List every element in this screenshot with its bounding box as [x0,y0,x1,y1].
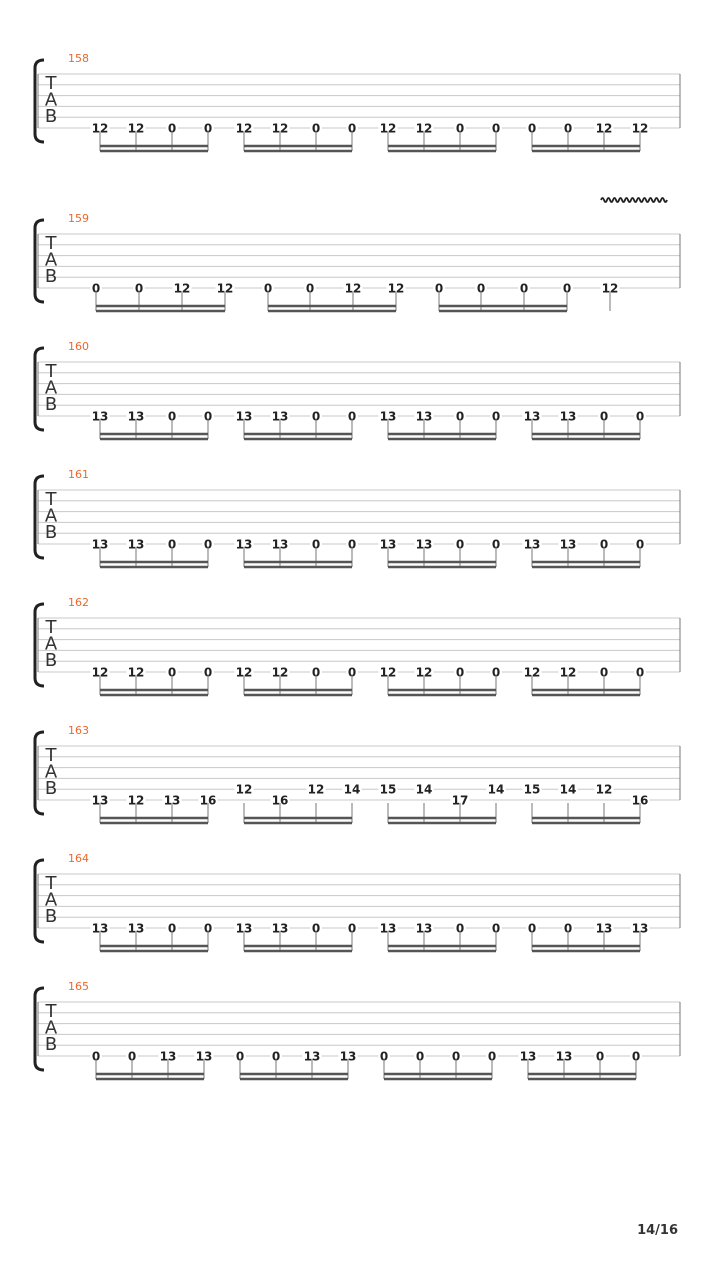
fret-number: 13 [91,537,109,552]
fret-number: 0 [203,537,213,552]
tab-clef-letter: B [44,778,58,799]
fret-number: 0 [491,665,501,680]
fret-number: 0 [263,281,273,296]
fret-number: 0 [347,121,357,136]
fret-number: 12 [173,281,191,296]
fret-number: 12 [271,121,289,136]
measure-number: 158 [68,52,89,65]
fret-number: 0 [167,921,177,936]
fret-number: 12 [127,793,145,808]
system-bracket [35,732,44,814]
system-bracket [35,604,44,686]
fret-number: 0 [455,921,465,936]
fret-number: 13 [631,921,649,936]
fret-number: 13 [379,409,397,424]
tab-clef-letter: A [44,249,58,271]
measure-number: 163 [68,724,89,737]
fret-number: 0 [415,1049,425,1064]
fret-number: 0 [595,1049,605,1064]
fret-number: 13 [91,921,109,936]
tab-clef-letter: B [44,106,58,127]
system-bracket [35,348,44,430]
fret-number: 13 [127,409,145,424]
fret-number: 13 [523,409,541,424]
fret-number: 13 [595,921,613,936]
tab-clef-letter: B [44,266,58,287]
tab-clef-letter: B [44,650,58,671]
tab-clef-letter: A [44,505,58,527]
tab-clef-letter: B [44,1034,58,1055]
fret-number: 0 [167,537,177,552]
fret-number: 16 [631,793,649,808]
tab-clef-letter: A [44,633,58,655]
fret-number: 0 [167,665,177,680]
tab-clef-letter: T [45,873,57,894]
measure-number: 162 [68,596,89,609]
fret-number: 13 [303,1049,321,1064]
fret-number: 13 [559,537,577,552]
fret-number: 13 [379,921,397,936]
fret-number: 12 [216,281,234,296]
fret-number: 13 [127,537,145,552]
fret-number: 13 [271,921,289,936]
fret-number: 0 [635,665,645,680]
fret-number: 0 [134,281,144,296]
fret-number: 0 [305,281,315,296]
tab-clef-letter: T [45,73,57,94]
fret-number: 0 [451,1049,461,1064]
tab-clef-letter: B [44,522,58,543]
fret-number: 13 [271,537,289,552]
fret-number: 14 [415,782,433,797]
fret-number: 0 [311,665,321,680]
fret-number: 14 [559,782,577,797]
fret-number: 13 [91,409,109,424]
fret-number: 0 [491,921,501,936]
tab-clef-letter: A [44,889,58,911]
fret-number: 0 [203,921,213,936]
fret-number: 13 [127,921,145,936]
fret-number: 0 [527,921,537,936]
fret-number: 0 [563,121,573,136]
fret-number: 12 [127,121,145,136]
fret-number: 0 [311,121,321,136]
fret-number: 16 [199,793,217,808]
fret-number: 0 [91,1049,101,1064]
tab-clef-letter: T [45,489,57,510]
system-bracket [35,476,44,558]
fret-number: 12 [91,121,109,136]
fret-number: 0 [203,409,213,424]
fret-number: 12 [415,665,433,680]
fret-number: 0 [91,281,101,296]
tab-clef-letter: T [45,361,57,382]
fret-number: 0 [434,281,444,296]
tab-clef-letter: B [44,394,58,415]
fret-number: 13 [235,537,253,552]
fret-number: 0 [203,121,213,136]
fret-number: 13 [555,1049,573,1064]
fret-number: 0 [379,1049,389,1064]
measure-number: 161 [68,468,89,481]
fret-number: 0 [347,921,357,936]
tab-clef-letter: A [44,761,58,783]
fret-number: 13 [159,1049,177,1064]
fret-number: 13 [559,409,577,424]
fret-number: 0 [491,409,501,424]
fret-number: 13 [415,409,433,424]
system-bracket [35,860,44,942]
fret-number: 0 [455,665,465,680]
fret-number: 0 [635,537,645,552]
fret-number: 0 [635,409,645,424]
tab-clef-letter: T [45,617,57,638]
fret-number: 12 [523,665,541,680]
fret-number: 13 [271,409,289,424]
fret-number: 0 [455,121,465,136]
fret-number: 12 [235,121,253,136]
page-indicator: 14/16 [637,1223,678,1238]
fret-number: 17 [451,793,469,808]
fret-number: 0 [347,409,357,424]
tab-clef-letter: T [45,233,57,254]
fret-number: 0 [203,665,213,680]
fret-number: 0 [599,665,609,680]
tab-clef-letter: A [44,377,58,399]
fret-number: 0 [311,921,321,936]
fret-number: 12 [127,665,145,680]
fret-number: 12 [307,782,325,797]
fret-number: 0 [476,281,486,296]
fret-number: 12 [235,782,253,797]
fret-number: 13 [163,793,181,808]
fret-number: 0 [599,537,609,552]
fret-number: 0 [527,121,537,136]
fret-number: 13 [339,1049,357,1064]
fret-number: 15 [379,782,397,797]
fret-number: 14 [343,782,361,797]
fret-number: 0 [167,121,177,136]
fret-number: 13 [523,537,541,552]
fret-number: 12 [595,782,613,797]
system-bracket [35,988,44,1070]
fret-number: 0 [487,1049,497,1064]
fret-number: 0 [347,665,357,680]
fret-number: 0 [631,1049,641,1064]
fret-number: 13 [235,409,253,424]
measure-number: 160 [68,340,89,353]
fret-number: 12 [415,121,433,136]
fret-number: 13 [415,537,433,552]
fret-number: 12 [235,665,253,680]
fret-number: 0 [562,281,572,296]
tab-clef-letter: A [44,89,58,111]
fret-number: 0 [311,537,321,552]
fret-number: 0 [271,1049,281,1064]
vibrato-marker [601,198,667,202]
measure-number: 165 [68,980,89,993]
fret-number: 13 [519,1049,537,1064]
fret-number: 0 [455,537,465,552]
measure-number: 164 [68,852,89,865]
measure-number: 159 [68,212,89,225]
fret-number: 0 [167,409,177,424]
fret-number: 16 [271,793,289,808]
fret-number: 0 [311,409,321,424]
system-bracket [35,220,44,302]
fret-number: 0 [519,281,529,296]
fret-number: 0 [491,121,501,136]
tab-clef-letter: T [45,745,57,766]
fret-number: 12 [379,121,397,136]
fret-number: 13 [235,921,253,936]
fret-number: 12 [344,281,362,296]
fret-number: 15 [523,782,541,797]
fret-number: 0 [347,537,357,552]
fret-number: 13 [195,1049,213,1064]
fret-number: 14 [487,782,505,797]
fret-number: 0 [491,537,501,552]
fret-number: 12 [91,665,109,680]
fret-number: 0 [127,1049,137,1064]
fret-number: 12 [559,665,577,680]
fret-number: 12 [387,281,405,296]
fret-number: 12 [601,281,619,296]
fret-number: 13 [379,537,397,552]
fret-number: 12 [271,665,289,680]
system-bracket [35,60,44,142]
fret-number: 0 [235,1049,245,1064]
tab-clef-letter: B [44,906,58,927]
fret-number: 0 [563,921,573,936]
fret-number: 0 [599,409,609,424]
tab-clef-letter: T [45,1001,57,1022]
fret-number: 13 [415,921,433,936]
tab-clef-letter: A [44,1017,58,1039]
fret-number: 13 [91,793,109,808]
fret-number: 0 [455,409,465,424]
fret-number: 12 [595,121,613,136]
fret-number: 12 [379,665,397,680]
fret-number: 12 [631,121,649,136]
